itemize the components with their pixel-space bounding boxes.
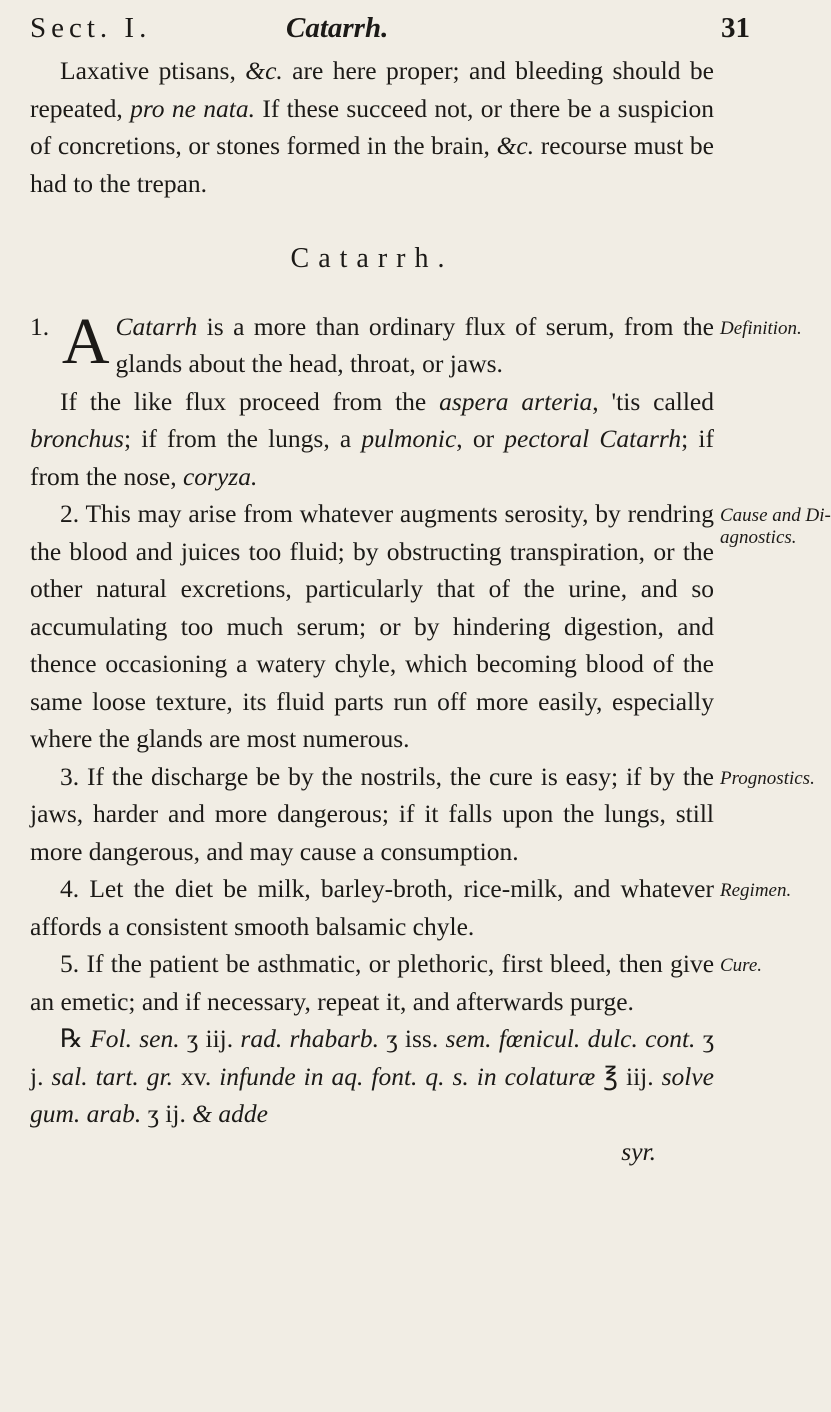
margin-note [720, 768, 815, 790]
margin-note [720, 880, 800, 902]
italic-run: Catarrh [115, 311, 198, 341]
italic-run: Fol. sen. [90, 1024, 180, 1053]
italic-run: aspera arteria [439, 386, 593, 416]
body-text [30, 52, 714, 1170]
margin-note [720, 955, 800, 977]
text-run: ʒ ij. [141, 1099, 193, 1128]
italic-run: infunde in aq. font. q. s. in colaturæ [219, 1061, 596, 1091]
italic-run: pro ne nata. [130, 93, 255, 123]
text-run: ; if from the nose, [30, 424, 714, 491]
text-run: , or [456, 424, 505, 453]
italic-run: sal. tart. gr. [51, 1061, 173, 1091]
margin-note-line: Regimen. [720, 880, 792, 901]
text-run: If the patient be asthmatic, or plethoric, first bleed, then give an emetic; and if necessary, repeat it, and afterwards purge. [30, 949, 715, 1016]
italic-run: &c. [496, 131, 535, 160]
text-run: This may arise from whatever augments serosity, by rendring the blood and juices too fluid; by obstructing transpiration, or the other natural excretions, particularly that of the urine, and so accumulating too much serum; or by hindering digestion, and thence occasioning a watery chyle, which becoming blood of the same loose texture, its fluid parts run off more easily, especially where the glands are most numerous. [30, 499, 714, 753]
text-run: ℥ iij. [595, 1061, 662, 1091]
section-label: Sect. I. [30, 12, 152, 44]
margin-note-line: Prognostics. [720, 768, 815, 789]
text-run: ʒ j. [30, 1024, 715, 1091]
italic-run: solve gum. arab. [30, 1061, 715, 1128]
italic-run: & adde [192, 1099, 268, 1128]
italic-run: coryza. [182, 461, 258, 491]
paragraph [30, 495, 714, 758]
text-run: xv. [173, 1061, 220, 1091]
text-run: , 'tis called [592, 386, 715, 416]
margin-note-line: agnostics. [720, 527, 797, 548]
chapter-heading: Catarrh. [290, 243, 454, 274]
paragraph [30, 945, 714, 1020]
paragraph [30, 304, 714, 383]
margin-note-line: Definition. [720, 318, 802, 339]
intro-paragraph [30, 52, 714, 202]
paragraph-list [30, 304, 715, 1133]
text-run: is a more than ordinary flux of serum, from the glands about the head, throat, or jaws. [115, 311, 714, 378]
paragraph-number: 2. [60, 499, 86, 528]
drop-cap: A [61, 304, 110, 378]
paragraph [30, 1020, 714, 1133]
italic-run: bronchus [30, 424, 124, 453]
text-run: Let the diet be milk, barley-broth, rice-milk, and whatever affords a consistent smooth balsamic chyle. [30, 874, 714, 941]
page-number: 31 [721, 12, 750, 44]
text-run: If the discharge be by the nostrils, the cure is easy; if by the jaws, harder and more dangerous; if it falls upon the lungs, still more dangerous, and may cause a consumption. [30, 761, 715, 866]
text-run: Laxative ptisans, [60, 56, 246, 85]
italic-run: &c. [245, 56, 283, 85]
text-run: ʒ iij. [179, 1024, 241, 1053]
catchword: syr. [621, 1136, 656, 1166]
margin-note [720, 318, 800, 340]
text-run: recourse must be had to the trepan. [30, 131, 714, 198]
text-run: If the like flux proceed from the [60, 386, 440, 416]
paragraph-number: 3. [60, 761, 88, 791]
paragraph-number: 5. [60, 949, 87, 978]
italic-run: pulmonic [361, 424, 457, 453]
margin-note [720, 505, 831, 549]
italic-run: pectoral Catarrh [504, 424, 682, 453]
paragraph [30, 870, 714, 945]
running-title: Catarrh. [286, 12, 389, 44]
text-run: are here proper; and bleeding should be repeated, [30, 56, 714, 123]
paragraph-number: 4. [60, 874, 90, 903]
italic-run: rad. rhabarb. [240, 1024, 380, 1053]
margin-note-line: Cause and Di- [720, 505, 831, 526]
running-header [30, 8, 750, 52]
text-run: ; if from the lungs, a [123, 424, 362, 453]
text-run: ʒ iss. [379, 1024, 446, 1053]
text-run: ℞ [60, 1024, 91, 1053]
margin-note-line: Cure. [720, 955, 763, 976]
italic-run: sem. fœnicul. dulc. cont. [445, 1024, 696, 1053]
paragraph [30, 758, 714, 871]
paragraph-number: 1. [30, 311, 62, 341]
paragraph [30, 383, 714, 496]
text-run: If these succeed not, or there be a suspicion of concretions, or stones formed in the brain, [30, 93, 714, 160]
